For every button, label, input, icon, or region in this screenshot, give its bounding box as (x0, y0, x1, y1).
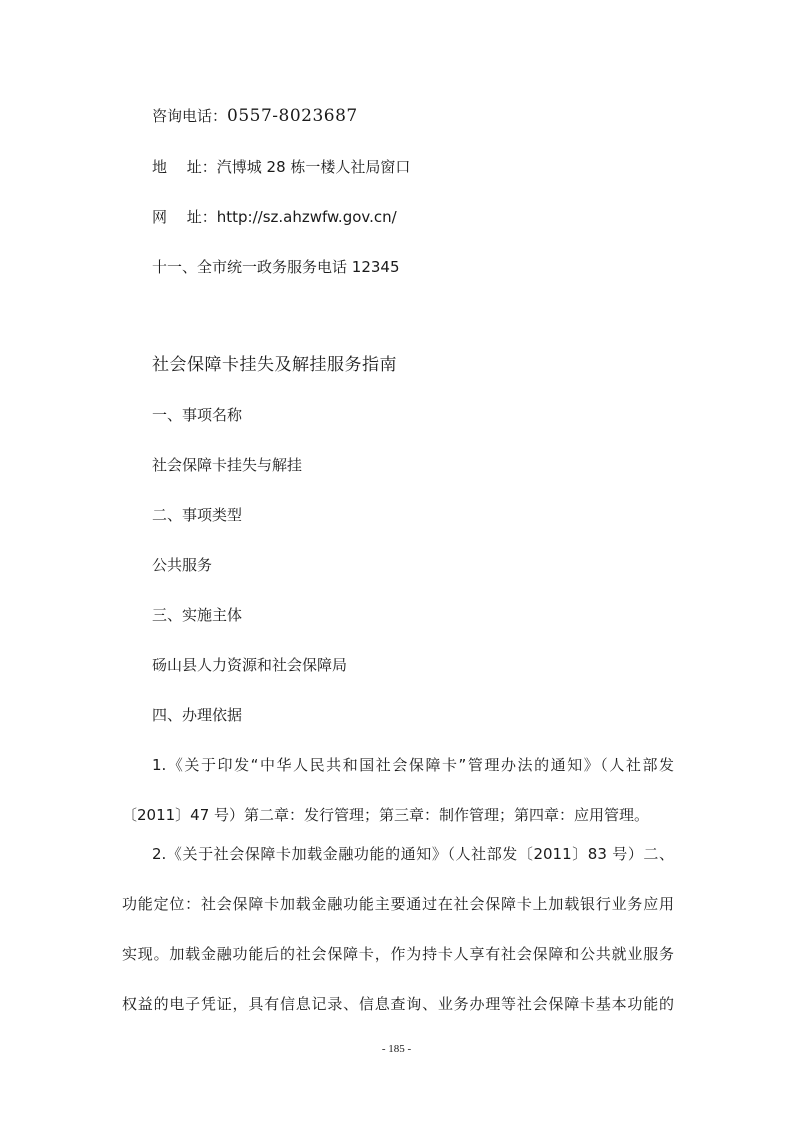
hotline-line: 十一、全市统一政务服务电话 12345 (152, 258, 400, 276)
basis-2-line-4: 权益的电子凭证，具有信息记录、信息查询、业务办理等社会保障卡基本功能的 (122, 995, 674, 1013)
guide-title: 社会保障卡挂失及解挂服务指南 (152, 355, 397, 375)
address-line: 地 址：汽博城 28 栋一楼人社局窗口 (152, 158, 411, 176)
basis-1-line-1: 1.《关于印发“中华人民共和国社会保障卡”管理办法的通知》（人社部发 (152, 756, 674, 774)
basis-paragraph-1 (122, 755, 674, 825)
page-number: - 185 - (381, 1043, 412, 1055)
phone-label: 咨询电话： (152, 107, 228, 125)
section-heading-item-name: 一、事项名称 (152, 406, 243, 424)
item-type-text: 公共服务 (152, 556, 213, 574)
basis-2-line-2: 功能定位：社会保障卡加载金融功能主要通过在社会保障卡上加载银行业务应用 (122, 895, 674, 913)
section-heading-implementer: 三、实施主体 (152, 606, 243, 624)
phone-number: 0557-8023687 (227, 106, 358, 126)
basis-1-line-2: 〔2011〕47 号）第二章：发行管理；第三章：制作管理；第四章：应用管理。 (122, 806, 650, 824)
implementer-text: 砀山县人力资源和社会保障局 (152, 656, 348, 674)
website-line: 网 址：http://sz.ahzwfw.gov.cn/ (152, 208, 397, 226)
section-heading-item-type: 二、事项类型 (152, 506, 243, 524)
consult-phone (152, 106, 358, 126)
item-name-text: 社会保障卡挂失与解挂 (152, 456, 303, 474)
basis-paragraph-2 (122, 844, 674, 1014)
basis-2-line-3: 实现。加载金融功能后的社会保障卡，作为持卡人享有社会保障和公共就业服务 (122, 945, 674, 963)
basis-2-line-1: 2.《关于社会保障卡加载金融功能的通知》（人社部发〔2011〕83 号）二、 (152, 845, 674, 863)
section-heading-basis: 四、办理依据 (152, 706, 243, 724)
